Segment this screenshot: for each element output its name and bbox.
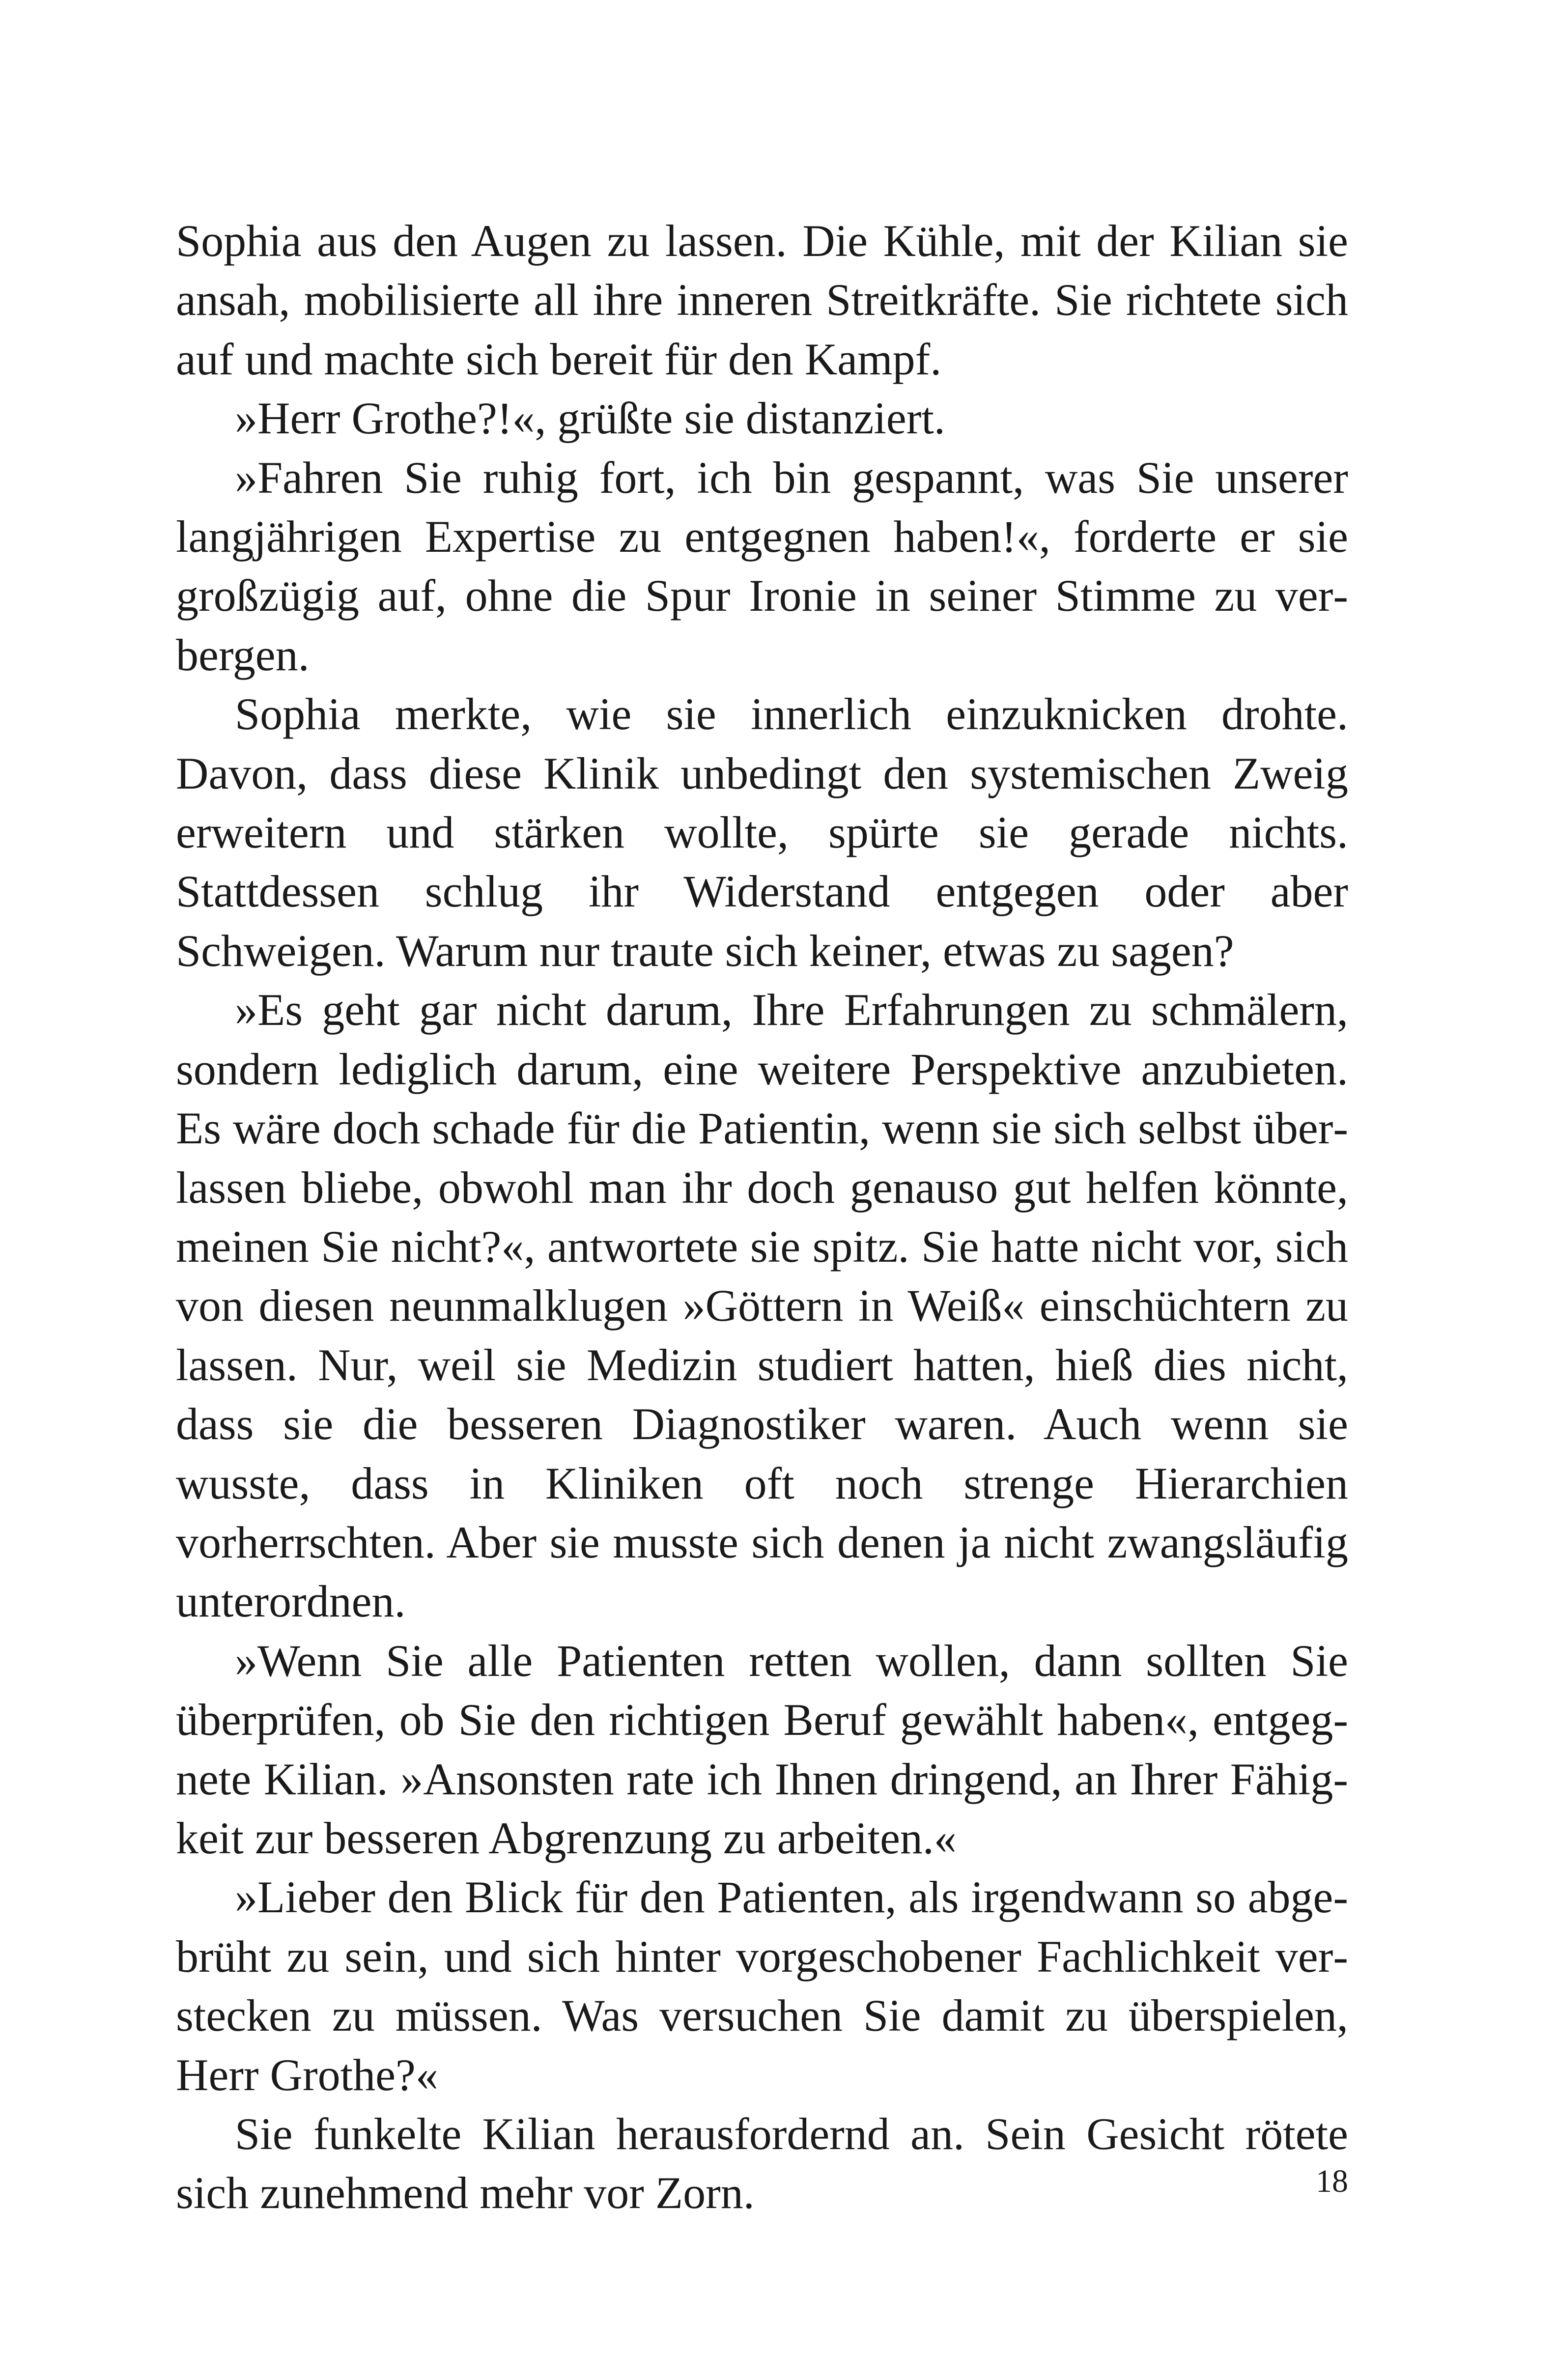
paragraph-1: Sophia aus den Augen zu lassen. Die Kühle, mit der Kilian sie ansah, mobilisierte all ihre inneren Streitkräfte. Sie richtete sich auf und machte sich bereit für den Kampf. <box>176 216 1348 384</box>
paragraph-4: Sophia merkte, wie sie innerlich einzuknicken drohte. Davon, dass diese Klinik unbedingt den systemischen Zweig erweitern und stärken wollte, spürte sie gerade nichts. Stattdessen schlug ihr Widerstand entgegen oder aber Schweigen. Warum nur traute sich keiner, etwas zu sagen? <box>176 689 1348 976</box>
paragraph-7: »Lieber den Blick für den Patienten, als irgendwann so abgebrüht zu sein, und sich hinter vorgeschobener Fachlichkeit verstecken zu müssen. Was versuchen Sie damit zu überspielen, Herr Grothe?« <box>176 1872 1348 2100</box>
paragraph-8: Sie funkelte Kilian herausfordernd an. Sein Gesicht rötete sich zunehmend mehr vor Zorn. <box>176 2109 1348 2218</box>
body-text <box>176 211 1348 2223</box>
paragraph-2: »Herr Grothe?!«, grüßte sie distanziert. <box>235 393 945 444</box>
page-number: 18 <box>1316 2163 1348 2199</box>
paragraph-3: »Fahren Sie ruhig fort, ich bin gespannt, was Sie unserer langjährigen Expertise zu entgegnen haben!«, forderte er sie großzügig auf, ohne die Spur Ironie in seiner Stimme zu verbergen. <box>176 452 1348 680</box>
paragraph-6: »Wenn Sie alle Patienten retten wollen, dann sollten Sie überprüfen, ob Sie den richtigen Beruf gewählt haben«, entgegnete Kilian. »Ansonsten rate ich Ihnen dringend, an Ihrer Fähigkeit zur besseren Abgrenzung zu arbeiten.« <box>176 1635 1348 1863</box>
paragraph-5: »Es geht gar nicht darum, Ihre Erfahrungen zu schmälern, sondern lediglich darum, eine weitere Perspektive anzubieten. Es wäre doch schade für die Patientin, wenn sie sich selbst überlassen bliebe, obwohl man ihr doch genauso gut helfen könnte, meinen Sie nicht?«, antwortete sie spitz. Sie hatte nicht vor, sich von diesen neunmalklugen »Göttern in Weiß« einschüchtern zu lassen. Nur, weil sie Medizin studiert hatten, hieß dies nicht, dass sie die besseren Diagnostiker waren. Auch wenn sie wusste, dass in Kliniken oft noch strenge Hierarchien vorherrschten. Aber sie musste sich denen ja nicht zwangsläufig unterordnen. <box>176 985 1348 1627</box>
